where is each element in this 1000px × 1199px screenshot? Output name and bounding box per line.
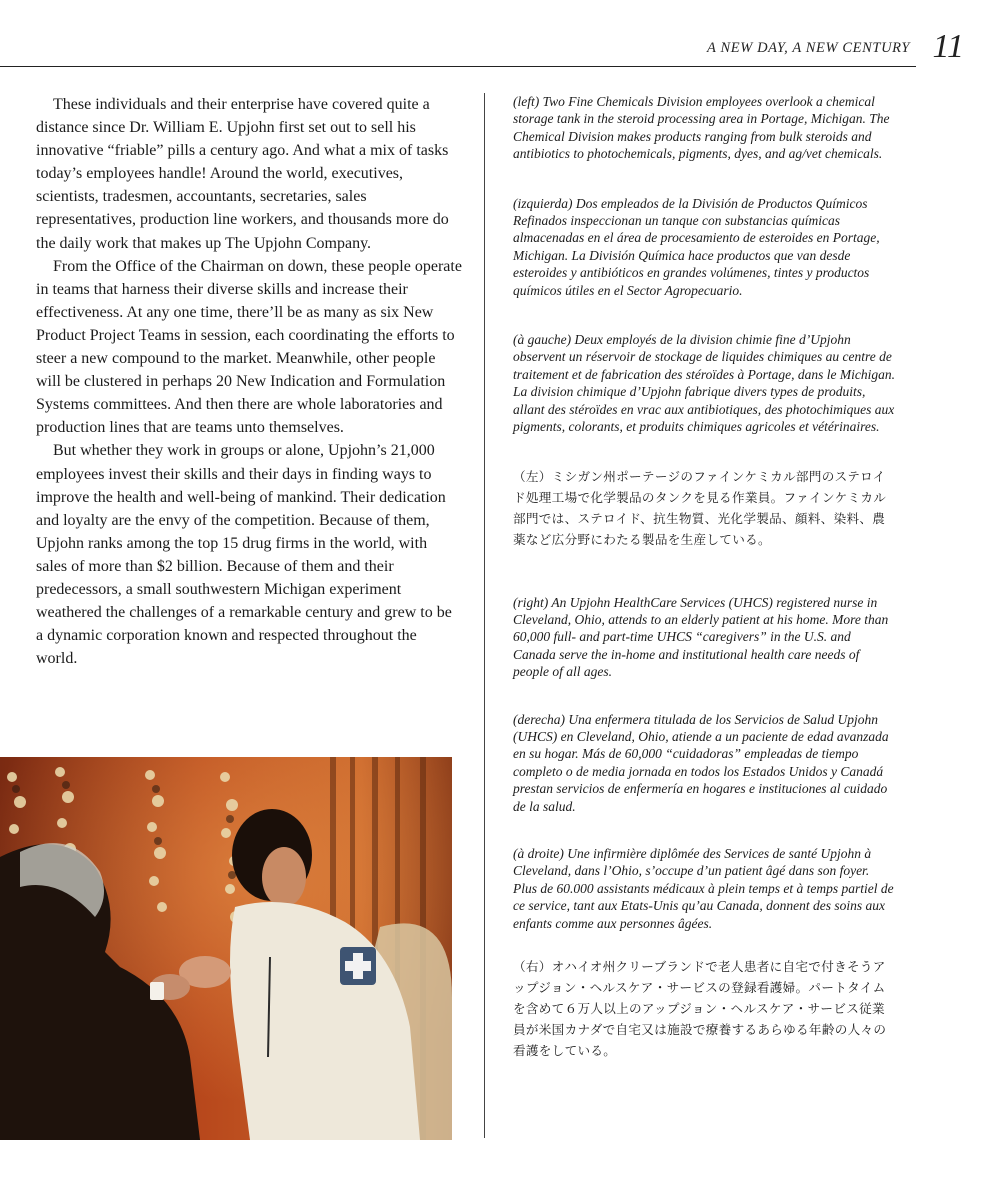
caption-left-spanish: (izquierda) Dos empleados de la División de Productos Químicos Refinados inspeccionan un tanque con substancias químicas almacenadas en el área de procesamiento de esteroides en Portage, Michigan. La División Química hace productos que van desde esteroides y antibióticos en grandes volúmenes, tintes y productos químicos útiles en el Sector Agropecuario. [513,195,880,298]
running-head: A NEW DAY, A NEW CENTURY [707,40,910,56]
nurse-patient-photo [0,757,452,1140]
body-text-column [36,93,462,670]
column-divider [484,93,485,1138]
caption-right-spanish: (derecha) Una enfermera titulada de los Servicios de Salud Upjohn (UHCS) en Cleveland, Ohio, atiende a un paciente de edad avanzada en su hogar. Más de 60,000 “cuidadoras” empleadas de tiempo completo o de media jornada en todos los Estados Unidos y Canadá prestan servicios de enfermería en hogares e instituciones al cuidado de la salud. [513,711,889,814]
body-paragraph: These individuals and their enterprise have covered quite a distance since Dr. William E. Upjohn first set out to sell his innovative “friable” pills a century ago. And what a mix of tasks today’s employees handle! Around the world, executives, scientists, tradesmen, accountants, secretaries, sales representatives, production line workers, and thousands more do the daily work that makes up The Upjohn Company. [36,96,449,252]
caption-right-japanese: （右）オハイオ州クリーブランドで老人患者に自宅で付きそうアップジョン・ヘルスケア・サービスの登録看護婦。パートタイムを含めて６万人以上のアップジョン・ヘルスケア・サービス従業員が米国カナダで自宅又は施設で療養するあらゆる年齢の人々の看護をしている。 [513,959,887,1058]
caption-right-english: (right) An Upjohn HealthCare Services (UHCS) registered nurse in Cleveland, Ohio, attends to an elderly patient at his home. More than 60,000 full- and part-time UHCS “caregivers” in the U.S. and Canada serve the in-home and institutional health care needs of people of all ages. [513,594,889,680]
body-paragraph: But whether they work in groups or alone, Upjohn’s 21,000 employees invest their skills and their days in finding ways to improve the health and well-being of mankind. Their dedication and loyalty are the envy of the competition. Because of them, Upjohn ranks among the top 15 drug firms in the world, with sales of more than $2 billion. Because of them and their predecessors, a small southwestern Michigan experiment weathered the challenges of a remarkable century and grew to be a dynamic corporation known and respected throughout the world. [36,442,452,668]
body-paragraph: From the Office of the Chairman on down, these people operate in teams that harness their diverse skills and increase their effectiveness. At any one time, there’ll be as many as six New Product Project Teams in session, each coordinating the efforts to steer a new compound to the market. Meanwhile, other people will be clustered in perhaps 20 New Indication and Formulation Systems committees. And then there are whole laboratories and production lines that are teams unto themselves. [36,257,462,437]
caption-right-french: (à droite) Une infirmière diplômée des Services de santé Upjohn à Cleveland, dans l’Ohio, s’occupe d’un patient âgé dans son foyer. Plus de 60.000 assistants médicaux à plein temps et à temps partiel de ce service, tant aux Etats-Unis qu’au Canada, donnent des soins aux enfants comme aux personnes âgées. [513,845,894,931]
caption-left-japanese: （左）ミシガン州ポーテージのファインケミカル部門のステロイド処理工場で化学製品のタンクを見る作業員。ファインケミカル部門では、ステロイド、抗生物質、光化学製品、顔料、染料、農薬など広分野にわたる製品を生産している。 [513,468,887,547]
caption-left-french: (à gauche) Deux employés de la division chimie fine d’Upjohn observent un réservoir de stockage de liquides chimiques au centre de traitement et de fabrication des stéroïdes à Portage, dans le Michigan. La division chimique d’Upjohn fabrique divers types de produits, allant des stéroïdes en vrac aux antibiotiques, des photochimiques aux pigments, colorants, et produits chimiques agricoles et vétérinaires. [513,332,895,435]
caption-left-english: (left) Two Fine Chemicals Division employees overlook a chemical storage tank in the steroid processing area in Portage, Michigan. The Chemical Division makes products ranging from bulk steroids and antibiotics to photochemicals, pigments, dyes, and ag/vet chemicals. [513,94,890,162]
header-rule [0,66,916,67]
captions-column [513,93,895,1061]
page-number: 11 [932,28,964,65]
